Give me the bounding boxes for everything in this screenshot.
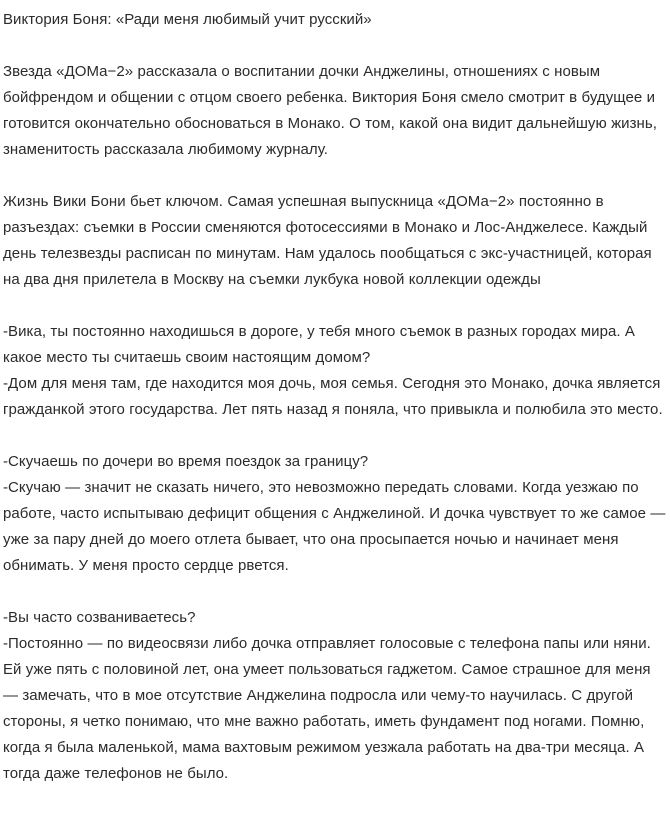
qa-answer-2: -Скучаю — значит не сказать ничего, это невозможно передать словами. Когда уезжаю по работе, часто испытываю дефицит общения с Анджелиной. И дочка чувствует то же самое — уже за пару дней до моего отлета бывает, что она просыпается ночью и начинает меня обнимать. У меня просто сердце рвется. — [3, 479, 666, 574]
qa-block-3 — [3, 605, 666, 787]
headline-spacer — [3, 33, 666, 59]
qa-answer-3: -Постоянно — по видеосвязи либо дочка отправляет голосовые с телефона папы или няни. Ей уже пять с половиной лет, она умеет пользоваться гаджетом. Самое страшное для меня — замечать, что в мое отсутствие Анджелина подросла или чему-то научилась. С другой стороны, я четко понимаю, что мне важно работать, иметь фундамент под ногами. Помню, когда я была маленькой, мама вахтовым режимом уезжала работать на два-три месяца. А тогда даже телефонов не было. — [3, 635, 651, 782]
qa-block-1 — [3, 319, 666, 423]
article-intro-paragraph: Жизнь Вики Бони бьет ключом. Самая успешная выпускница «ДОМа−2» постоянно в разъездах: съемки в России сменяются фотосессиями в Монако и Лос-Анджелесе. Каждый день телезвезды расписан по минутам. Нам удалось пообщаться с экс-участницей, которая на два дня прилетела в Москву на съемки лукбука новой коллекции одежды — [3, 193, 652, 288]
qa-question-3: -Вы часто созваниваетесь? — [3, 609, 196, 626]
qa-question-2: -Скучаешь по дочери во время поездок за границу? — [3, 453, 369, 470]
qa-block-2 — [3, 449, 666, 579]
article-headline: Виктория Боня: «Ради меня любимый учит русский» — [3, 11, 372, 28]
article-lead-paragraph: Звезда «ДОМа−2» рассказала о воспитании дочки Анджелины, отношениях с новым бойфрендом и общении с отцом своего ребенка. Виктория Боня смело смотрит в будущее и готовится окончательно обосноваться в Монако. О том, какой она видит дальнейшую жизнь, знаменитость рассказала любимому журналу. — [3, 63, 657, 158]
qa-answer-1: -Дом для меня там, где находится моя дочь, моя семья. Сегодня это Монако, дочка является гражданкой этого государства. Лет пять назад я поняла, что привыкла и полюбила это место. — [3, 375, 663, 418]
qa-question-1: -Вика, ты постоянно находишься в дороге, у тебя много съемок в разных городах мира. А какое место ты считаешь своим настоящим домом? — [3, 323, 635, 366]
